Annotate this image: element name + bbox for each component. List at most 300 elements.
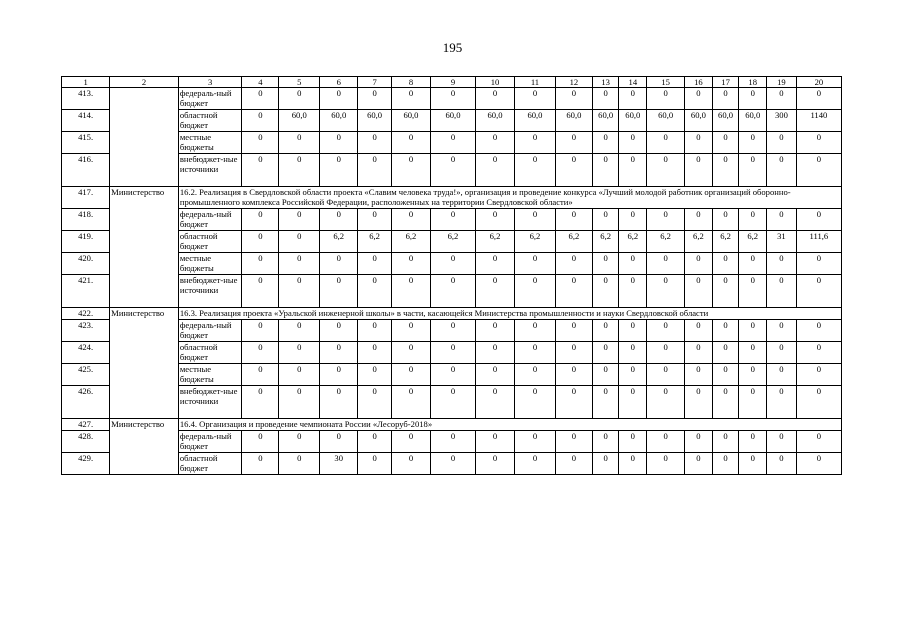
value-cell: 0 bbox=[647, 453, 685, 475]
value-cell: 0 bbox=[279, 342, 320, 364]
value-cell: 60,0 bbox=[555, 110, 592, 132]
column-header: 3 bbox=[178, 77, 242, 88]
funding-source: областной бюджет bbox=[178, 110, 242, 132]
row-number: 417. bbox=[62, 187, 110, 209]
value-cell: 0 bbox=[430, 431, 475, 453]
value-cell: 0 bbox=[279, 209, 320, 231]
value-cell: 0 bbox=[685, 275, 713, 308]
value-cell: 0 bbox=[739, 275, 767, 308]
column-header: 9 bbox=[430, 77, 475, 88]
value-cell: 0 bbox=[712, 320, 739, 342]
value-cell: 0 bbox=[555, 253, 592, 275]
value-cell: 0 bbox=[320, 88, 358, 110]
value-cell: 0 bbox=[430, 88, 475, 110]
section-title: 16.3. Реализация проекта «Уральской инженерной школы» в части, касающейся Министерства промышленности и науки Свердловской области bbox=[178, 308, 841, 320]
value-cell: 0 bbox=[796, 342, 841, 364]
value-cell: 0 bbox=[358, 342, 392, 364]
value-cell: 0 bbox=[430, 342, 475, 364]
value-cell: 0 bbox=[514, 88, 555, 110]
value-cell: 0 bbox=[242, 132, 279, 154]
value-cell: 0 bbox=[767, 132, 797, 154]
funding-source: федераль-ный бюджет bbox=[178, 88, 242, 110]
value-cell: 0 bbox=[767, 364, 797, 386]
value-cell: 0 bbox=[712, 88, 739, 110]
value-cell: 60,0 bbox=[685, 110, 713, 132]
value-cell: 0 bbox=[739, 320, 767, 342]
funding-source: местные бюджеты bbox=[178, 364, 242, 386]
value-cell: 0 bbox=[767, 342, 797, 364]
row-number: 413. bbox=[62, 88, 110, 110]
value-cell: 6,2 bbox=[320, 231, 358, 253]
value-cell: 60,0 bbox=[514, 110, 555, 132]
value-cell: 0 bbox=[279, 154, 320, 187]
value-cell: 0 bbox=[392, 386, 431, 419]
value-cell: 0 bbox=[476, 453, 515, 475]
value-cell: 0 bbox=[392, 253, 431, 275]
value-cell: 0 bbox=[242, 386, 279, 419]
funding-source: областной бюджет bbox=[178, 342, 242, 364]
table-row bbox=[62, 253, 842, 275]
row-number: 422. bbox=[62, 308, 110, 320]
value-cell: 0 bbox=[555, 431, 592, 453]
table-row bbox=[62, 431, 842, 453]
value-cell: 0 bbox=[619, 275, 647, 308]
table-row bbox=[62, 88, 842, 110]
value-cell: 0 bbox=[476, 386, 515, 419]
value-cell: 60,0 bbox=[647, 110, 685, 132]
value-cell: 0 bbox=[685, 320, 713, 342]
value-cell: 0 bbox=[476, 342, 515, 364]
value-cell: 0 bbox=[619, 88, 647, 110]
value-cell: 0 bbox=[767, 253, 797, 275]
value-cell: 0 bbox=[555, 453, 592, 475]
value-cell: 0 bbox=[320, 342, 358, 364]
value-cell: 0 bbox=[242, 453, 279, 475]
value-cell: 0 bbox=[647, 431, 685, 453]
row-number: 418. bbox=[62, 209, 110, 231]
row-number: 429. bbox=[62, 453, 110, 475]
value-cell: 0 bbox=[242, 342, 279, 364]
column-header: 8 bbox=[392, 77, 431, 88]
section-title: 16.2. Реализация в Свердловской области проекта «Славим человека труда!», организация и проведение конкурса «Лучший молодой работник организаций оборонно-промышленного комплекса Российской Федерации, расположенных на территории Свердловской области» bbox=[178, 187, 841, 209]
value-cell: 0 bbox=[647, 275, 685, 308]
column-header: 10 bbox=[476, 77, 515, 88]
value-cell: 0 bbox=[279, 386, 320, 419]
value-cell: 0 bbox=[796, 431, 841, 453]
value-cell: 0 bbox=[619, 253, 647, 275]
value-cell: 0 bbox=[514, 275, 555, 308]
funding-source: местные бюджеты bbox=[178, 253, 242, 275]
value-cell: 0 bbox=[739, 364, 767, 386]
column-header: 13 bbox=[592, 77, 619, 88]
value-cell: 0 bbox=[712, 364, 739, 386]
value-cell: 0 bbox=[320, 386, 358, 419]
value-cell: 0 bbox=[796, 453, 841, 475]
value-cell: 60,0 bbox=[739, 110, 767, 132]
value-cell: 0 bbox=[712, 386, 739, 419]
value-cell: 0 bbox=[592, 88, 619, 110]
value-cell: 0 bbox=[739, 342, 767, 364]
value-cell: 0 bbox=[279, 453, 320, 475]
value-cell: 1140 bbox=[796, 110, 841, 132]
value-cell: 0 bbox=[685, 453, 713, 475]
value-cell: 0 bbox=[592, 275, 619, 308]
value-cell: 0 bbox=[796, 209, 841, 231]
value-cell: 0 bbox=[242, 320, 279, 342]
value-cell: 0 bbox=[619, 364, 647, 386]
value-cell: 0 bbox=[279, 253, 320, 275]
table-row bbox=[62, 364, 842, 386]
value-cell: 6,2 bbox=[712, 231, 739, 253]
value-cell: 6,2 bbox=[392, 231, 431, 253]
value-cell: 0 bbox=[685, 342, 713, 364]
value-cell: 0 bbox=[712, 453, 739, 475]
value-cell: 6,2 bbox=[647, 231, 685, 253]
column-header: 18 bbox=[739, 77, 767, 88]
table-row bbox=[62, 386, 842, 419]
value-cell: 0 bbox=[592, 132, 619, 154]
value-cell: 0 bbox=[555, 364, 592, 386]
value-cell: 0 bbox=[514, 386, 555, 419]
value-cell: 0 bbox=[767, 275, 797, 308]
value-cell: 0 bbox=[767, 154, 797, 187]
column-header: 7 bbox=[358, 77, 392, 88]
value-cell: 6,2 bbox=[619, 231, 647, 253]
value-cell: 0 bbox=[514, 431, 555, 453]
value-cell: 0 bbox=[555, 342, 592, 364]
value-cell: 0 bbox=[619, 320, 647, 342]
value-cell: 0 bbox=[647, 154, 685, 187]
value-cell: 0 bbox=[320, 320, 358, 342]
value-cell: 0 bbox=[514, 453, 555, 475]
table-row bbox=[62, 453, 842, 475]
value-cell: 111,6 bbox=[796, 231, 841, 253]
value-cell: 0 bbox=[767, 88, 797, 110]
value-cell: 0 bbox=[514, 342, 555, 364]
row-number: 421. bbox=[62, 275, 110, 308]
value-cell: 0 bbox=[647, 320, 685, 342]
row-number: 423. bbox=[62, 320, 110, 342]
value-cell: 0 bbox=[358, 253, 392, 275]
value-cell: 0 bbox=[739, 453, 767, 475]
value-cell: 0 bbox=[358, 209, 392, 231]
column-header: 15 bbox=[647, 77, 685, 88]
value-cell: 0 bbox=[358, 431, 392, 453]
value-cell: 0 bbox=[358, 364, 392, 386]
value-cell: 0 bbox=[592, 154, 619, 187]
value-cell: 0 bbox=[739, 154, 767, 187]
value-cell: 0 bbox=[476, 88, 515, 110]
value-cell: 0 bbox=[279, 231, 320, 253]
value-cell: 0 bbox=[592, 253, 619, 275]
value-cell: 0 bbox=[279, 88, 320, 110]
value-cell: 0 bbox=[592, 431, 619, 453]
value-cell: 0 bbox=[712, 253, 739, 275]
value-cell: 60,0 bbox=[320, 110, 358, 132]
row-number: 428. bbox=[62, 431, 110, 453]
value-cell: 0 bbox=[592, 364, 619, 386]
value-cell: 0 bbox=[392, 342, 431, 364]
value-cell: 60,0 bbox=[592, 110, 619, 132]
value-cell: 0 bbox=[392, 154, 431, 187]
funding-source: внебюджет-ные источники bbox=[178, 275, 242, 308]
value-cell: 0 bbox=[392, 275, 431, 308]
value-cell: 0 bbox=[514, 209, 555, 231]
value-cell: 30 bbox=[320, 453, 358, 475]
value-cell: 0 bbox=[279, 364, 320, 386]
value-cell: 0 bbox=[555, 88, 592, 110]
row-number: 414. bbox=[62, 110, 110, 132]
value-cell: 0 bbox=[739, 431, 767, 453]
section-row bbox=[62, 308, 842, 320]
value-cell: 0 bbox=[514, 320, 555, 342]
funding-source: внебюджет-ные источники bbox=[178, 386, 242, 419]
column-header: 19 bbox=[767, 77, 797, 88]
value-cell: 0 bbox=[619, 209, 647, 231]
value-cell: 60,0 bbox=[279, 110, 320, 132]
value-cell: 0 bbox=[796, 154, 841, 187]
value-cell: 0 bbox=[392, 132, 431, 154]
value-cell: 0 bbox=[712, 342, 739, 364]
table-row bbox=[62, 154, 842, 187]
column-header: 4 bbox=[242, 77, 279, 88]
value-cell: 6,2 bbox=[476, 231, 515, 253]
column-header: 5 bbox=[279, 77, 320, 88]
executor-cell: Министерство bbox=[110, 419, 179, 475]
value-cell: 6,2 bbox=[685, 231, 713, 253]
row-number: 425. bbox=[62, 364, 110, 386]
value-cell: 0 bbox=[555, 320, 592, 342]
value-cell: 60,0 bbox=[712, 110, 739, 132]
value-cell: 0 bbox=[392, 364, 431, 386]
value-cell: 6,2 bbox=[430, 231, 475, 253]
value-cell: 0 bbox=[358, 154, 392, 187]
table-row bbox=[62, 342, 842, 364]
column-header: 16 bbox=[685, 77, 713, 88]
value-cell: 0 bbox=[320, 364, 358, 386]
value-cell: 31 bbox=[767, 231, 797, 253]
value-cell: 0 bbox=[514, 253, 555, 275]
executor-cell: Министерство bbox=[110, 187, 179, 308]
column-header: 14 bbox=[619, 77, 647, 88]
value-cell: 0 bbox=[592, 386, 619, 419]
value-cell: 0 bbox=[555, 154, 592, 187]
value-cell: 0 bbox=[242, 231, 279, 253]
row-number: 420. bbox=[62, 253, 110, 275]
page-number: 195 bbox=[442, 40, 463, 55]
value-cell: 6,2 bbox=[514, 231, 555, 253]
value-cell: 0 bbox=[592, 209, 619, 231]
value-cell: 0 bbox=[514, 132, 555, 154]
value-cell: 0 bbox=[476, 431, 515, 453]
value-cell: 0 bbox=[555, 209, 592, 231]
value-cell: 0 bbox=[320, 209, 358, 231]
value-cell: 0 bbox=[712, 275, 739, 308]
value-cell: 0 bbox=[392, 88, 431, 110]
budget-table bbox=[61, 76, 842, 475]
value-cell: 0 bbox=[712, 209, 739, 231]
value-cell: 0 bbox=[358, 320, 392, 342]
table-row bbox=[62, 275, 842, 308]
value-cell: 0 bbox=[796, 320, 841, 342]
row-number: 415. bbox=[62, 132, 110, 154]
value-cell: 0 bbox=[767, 453, 797, 475]
value-cell: 0 bbox=[242, 364, 279, 386]
value-cell: 0 bbox=[555, 386, 592, 419]
section-row bbox=[62, 419, 842, 431]
value-cell: 0 bbox=[592, 453, 619, 475]
header-row bbox=[62, 77, 842, 88]
value-cell: 0 bbox=[796, 275, 841, 308]
row-number: 427. bbox=[62, 419, 110, 431]
value-cell: 0 bbox=[555, 275, 592, 308]
value-cell: 0 bbox=[619, 154, 647, 187]
value-cell: 0 bbox=[476, 253, 515, 275]
value-cell: 0 bbox=[358, 132, 392, 154]
table-row bbox=[62, 132, 842, 154]
value-cell: 0 bbox=[685, 364, 713, 386]
funding-source: областной бюджет bbox=[178, 231, 242, 253]
value-cell: 0 bbox=[358, 453, 392, 475]
value-cell: 0 bbox=[358, 386, 392, 419]
row-number: 416. bbox=[62, 154, 110, 187]
value-cell: 0 bbox=[514, 364, 555, 386]
value-cell: 0 bbox=[430, 275, 475, 308]
funding-source: федераль-ный бюджет bbox=[178, 209, 242, 231]
value-cell: 0 bbox=[712, 132, 739, 154]
value-cell: 0 bbox=[430, 320, 475, 342]
section-row bbox=[62, 187, 842, 209]
value-cell: 0 bbox=[476, 275, 515, 308]
value-cell: 0 bbox=[430, 386, 475, 419]
funding-source: федераль-ный бюджет bbox=[178, 320, 242, 342]
value-cell: 0 bbox=[619, 431, 647, 453]
value-cell: 0 bbox=[358, 88, 392, 110]
executor-cell bbox=[110, 88, 179, 187]
value-cell: 60,0 bbox=[392, 110, 431, 132]
value-cell: 0 bbox=[476, 132, 515, 154]
value-cell: 0 bbox=[685, 209, 713, 231]
value-cell: 0 bbox=[647, 342, 685, 364]
value-cell: 0 bbox=[712, 431, 739, 453]
value-cell: 0 bbox=[685, 431, 713, 453]
value-cell: 0 bbox=[712, 154, 739, 187]
value-cell: 0 bbox=[767, 320, 797, 342]
value-cell: 0 bbox=[242, 275, 279, 308]
value-cell: 0 bbox=[358, 275, 392, 308]
column-header: 12 bbox=[555, 77, 592, 88]
value-cell: 0 bbox=[514, 154, 555, 187]
value-cell: 0 bbox=[476, 209, 515, 231]
value-cell: 0 bbox=[320, 275, 358, 308]
value-cell: 0 bbox=[279, 431, 320, 453]
value-cell: 0 bbox=[279, 275, 320, 308]
value-cell: 0 bbox=[685, 253, 713, 275]
value-cell: 0 bbox=[242, 154, 279, 187]
value-cell: 6,2 bbox=[592, 231, 619, 253]
value-cell: 0 bbox=[685, 386, 713, 419]
value-cell: 0 bbox=[430, 453, 475, 475]
value-cell: 0 bbox=[767, 431, 797, 453]
value-cell: 0 bbox=[592, 342, 619, 364]
value-cell: 300 bbox=[767, 110, 797, 132]
value-cell: 0 bbox=[242, 431, 279, 453]
table-row bbox=[62, 231, 842, 253]
value-cell: 0 bbox=[430, 209, 475, 231]
value-cell: 0 bbox=[647, 132, 685, 154]
value-cell: 0 bbox=[647, 88, 685, 110]
value-cell: 0 bbox=[555, 132, 592, 154]
value-cell: 0 bbox=[619, 453, 647, 475]
column-header: 20 bbox=[796, 77, 841, 88]
value-cell: 0 bbox=[647, 386, 685, 419]
value-cell: 0 bbox=[619, 386, 647, 419]
value-cell: 0 bbox=[320, 154, 358, 187]
table-row bbox=[62, 320, 842, 342]
table-row bbox=[62, 110, 842, 132]
value-cell: 0 bbox=[592, 320, 619, 342]
row-number: 424. bbox=[62, 342, 110, 364]
column-header: 2 bbox=[110, 77, 179, 88]
column-header: 11 bbox=[514, 77, 555, 88]
value-cell: 0 bbox=[279, 320, 320, 342]
value-cell: 0 bbox=[767, 209, 797, 231]
value-cell: 0 bbox=[685, 154, 713, 187]
value-cell: 0 bbox=[619, 132, 647, 154]
value-cell: 60,0 bbox=[619, 110, 647, 132]
value-cell: 0 bbox=[242, 88, 279, 110]
value-cell: 0 bbox=[279, 132, 320, 154]
executor-cell: Министерство bbox=[110, 308, 179, 419]
column-header: 6 bbox=[320, 77, 358, 88]
value-cell: 0 bbox=[647, 253, 685, 275]
value-cell: 6,2 bbox=[358, 231, 392, 253]
value-cell: 0 bbox=[242, 253, 279, 275]
value-cell: 0 bbox=[430, 253, 475, 275]
value-cell: 60,0 bbox=[430, 110, 475, 132]
value-cell: 0 bbox=[320, 431, 358, 453]
value-cell: 0 bbox=[647, 209, 685, 231]
value-cell: 0 bbox=[796, 386, 841, 419]
value-cell: 60,0 bbox=[358, 110, 392, 132]
funding-source: областной бюджет bbox=[178, 453, 242, 475]
value-cell: 0 bbox=[392, 431, 431, 453]
value-cell: 60,0 bbox=[476, 110, 515, 132]
value-cell: 0 bbox=[619, 342, 647, 364]
value-cell: 0 bbox=[392, 209, 431, 231]
funding-source: федераль-ный бюджет bbox=[178, 431, 242, 453]
value-cell: 0 bbox=[796, 88, 841, 110]
section-title: 16.4. Организация и проведение чемпионата России «Лесоруб-2018» bbox=[178, 419, 841, 431]
value-cell: 0 bbox=[796, 364, 841, 386]
value-cell: 0 bbox=[320, 253, 358, 275]
value-cell: 0 bbox=[320, 132, 358, 154]
value-cell: 0 bbox=[392, 320, 431, 342]
value-cell: 0 bbox=[476, 320, 515, 342]
value-cell: 0 bbox=[430, 154, 475, 187]
value-cell: 6,2 bbox=[555, 231, 592, 253]
funding-source: внебюджет-ные источники bbox=[178, 154, 242, 187]
value-cell: 0 bbox=[476, 364, 515, 386]
value-cell: 0 bbox=[392, 453, 431, 475]
row-number: 419. bbox=[62, 231, 110, 253]
table-row bbox=[62, 209, 842, 231]
value-cell: 0 bbox=[739, 88, 767, 110]
value-cell: 0 bbox=[796, 132, 841, 154]
value-cell: 0 bbox=[430, 364, 475, 386]
value-cell: 0 bbox=[476, 154, 515, 187]
value-cell: 0 bbox=[242, 110, 279, 132]
